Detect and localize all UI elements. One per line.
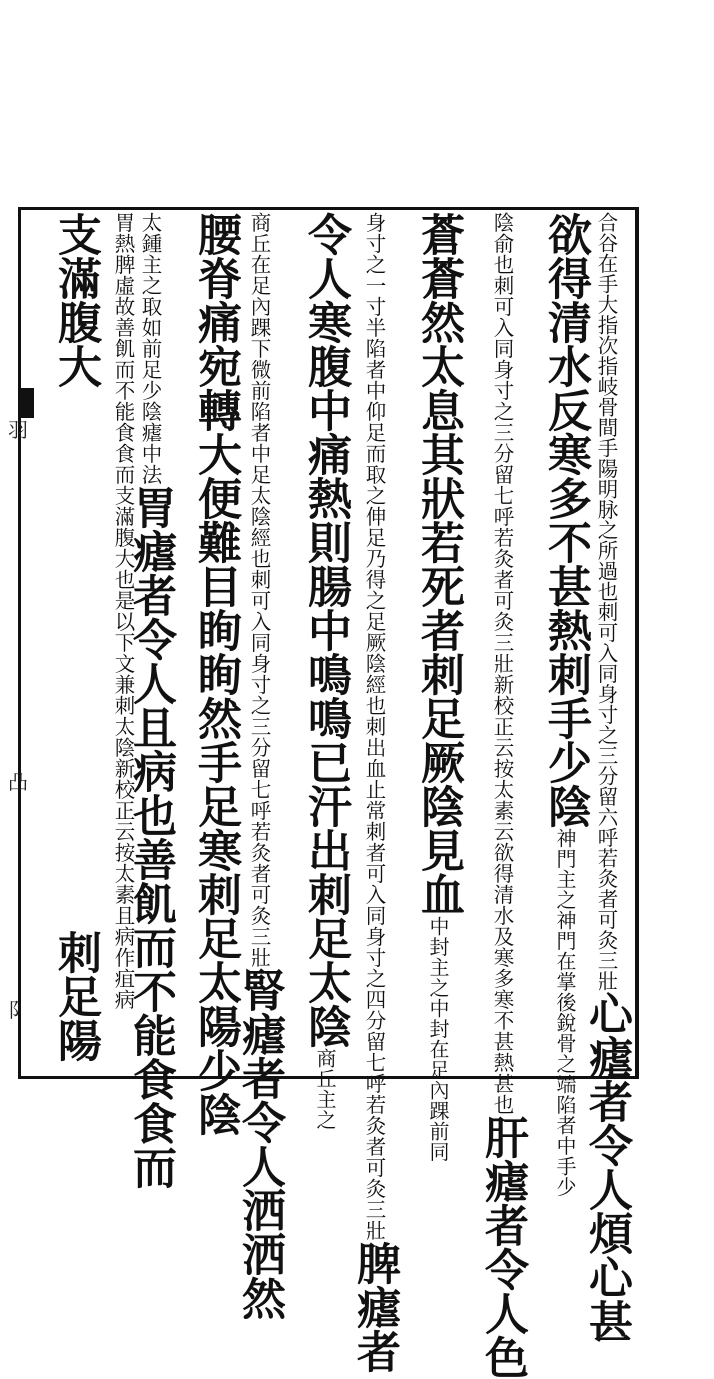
main-text: 令人寒腹中痛熱則腸中鳴鳴已汗出刺足太陰 [300,212,351,1048]
text-column-10 [97,212,133,1070]
main-text: 腰脊痛宛轉大便難目眴眴然手足寒刺足太陽少陰 [190,212,241,1136]
text-column-3 [477,212,528,1379]
gutter-rule [18,207,21,1076]
main-text: 脾瘧者 [349,1241,400,1373]
main-text: 欲得清水反寒多不甚熱刺手少陰 [540,212,591,828]
gutter-char-middle: 凸 [8,770,28,794]
annotation-text: 合谷在手大指次指岐骨間手陽明脉之所過也刺可入同身寸之三分留六呼若灸者可灸三壯 [594,212,618,991]
text-column-4 [398,212,464,1162]
text-column-8 [175,212,241,1136]
text-column-7 [234,212,285,1320]
annotation-text: 身寸之一寸半陷者中仰足而取之伸足乃得之足厥陰經也刺出血止常刺者可入同身寸之四分留七呼若灸者可灸三壯 [362,212,386,1241]
main-text: 支滿腹大 [50,212,101,388]
annotation-text: 商丘主之 [313,1048,337,1130]
text-column-9 [125,212,176,1189]
text-column-2 [525,212,591,1197]
main-text: 胃瘧者令人且病也善飢而不能食食而 [125,485,176,1189]
annotation-text: 陰俞也刺可入同身寸之三分留七呼若灸者可灸三壯新校正云按太素云欲得清水及寒多寒不甚熱甚也 [490,212,514,1115]
annotation-text: 中封主之中封在足內踝前同 [426,916,450,1162]
main-text: 腎瘧者令人洒洒然 [234,968,285,1320]
text-column-5 [349,212,400,1373]
main-text: 蒼蒼然太息其狀若死者刺足厥陰見血 [413,212,464,916]
main-text: 刺足陽 [50,930,101,1062]
annotation-text: 太鍾主之取如前足少陰瘧中法 [138,212,162,485]
annotation-text: 胃熱脾虛故善飢而不能食食而支滿腹大也是以下文兼刺太陰新校正云按太素且病作疽病 [111,212,135,1010]
gutter-char-top: 羽 [8,418,28,442]
main-text: 心瘧者令人煩心甚 [581,991,632,1343]
text-column-1 [581,212,632,1343]
text-column-11-tail [45,930,101,1070]
annotation-text: 神門主之神門在掌後銳骨之端陷者中手少 [553,828,577,1197]
fishtail-mark [18,388,34,418]
text-column-6 [285,212,351,1130]
gutter-char-bottom: 阝 [8,998,28,1022]
annotation-text: 商丘在足內踝下微前陷者中足太陰經也刺可入同身寸之三分留七呼若灸者可灸三壯 [247,212,271,968]
main-text: 肝瘧者令人色 [477,1115,528,1379]
